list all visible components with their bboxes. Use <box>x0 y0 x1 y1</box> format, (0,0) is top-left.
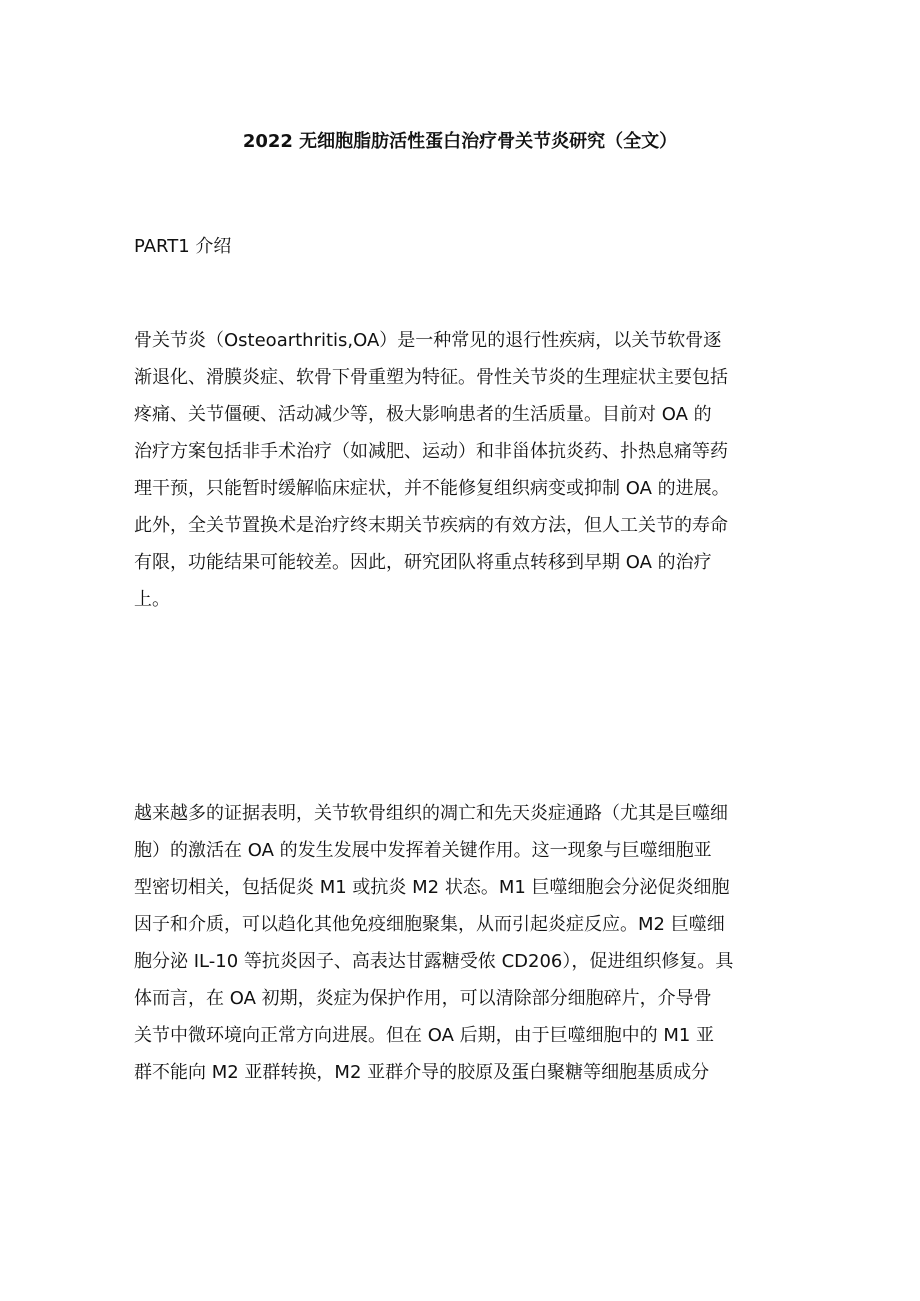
paragraph-line: 上。 <box>134 589 170 610</box>
paragraph-line: 胞）的激活在 OA 的发生发展中发挥着关键作用。这一现象与巨噬细胞亚 <box>134 840 712 861</box>
paragraph-line: 关节中微环境向正常方向进展。但在 OA 后期，由于巨噬细胞中的 M1 亚 <box>134 1025 715 1046</box>
paragraph-line: 体而言，在 OA 初期，炎症为保护作用，可以清除部分细胞碎片，介导骨 <box>134 988 712 1009</box>
paragraph-line: 疼痛、关节僵硬、活动减少等，极大影响患者的生活质量。目前对 OA 的 <box>134 404 712 425</box>
paragraph-line: 型密切相关，包括促炎 M1 或抗炎 M2 状态。M1 巨噬细胞会分泌促炎细胞 <box>134 877 730 898</box>
paragraph-line: 此外，全关节置换术是治疗终末期关节疾病的有效方法，但人工关节的寿命 <box>134 515 728 536</box>
section-heading-part1: PART1 介绍 <box>134 236 232 257</box>
paragraph-line: 胞分泌 IL-10 等抗炎因子、高表达甘露糖受侬 CD206），促进组织修复。具 <box>134 951 734 972</box>
paragraph-introduction-2 <box>134 795 794 1091</box>
paragraph-line: 渐退化、滑膜炎症、软骨下骨重塑为特征。骨性关节炎的生理症状主要包括 <box>134 367 728 388</box>
paragraph-line: 越来越多的证据表明，关节软骨组织的凋亡和先天炎症通路（尤其是巨噬细 <box>134 803 728 824</box>
paragraph-line: 理干预，只能暂时缓解临床症状，并不能修复组织病变或抑制 OA 的进展。 <box>134 478 730 499</box>
paragraph-line: 骨关节炎（Osteoarthritis,OA）是一种常见的退行性疾病，以关节软骨逐 <box>134 330 722 351</box>
paragraph-introduction-1 <box>134 322 794 618</box>
paragraph-line: 因子和介质，可以趋化其他免疫细胞聚集，从而引起炎症反应。M2 巨噬细 <box>134 914 725 935</box>
document-title: 2022 无细胞脂肪活性蛋白治疗骨关节炎研究（全文） <box>242 131 678 152</box>
paragraph-line: 治疗方案包括非手术治疗（如减肥、运动）和非甾体抗炎药、扑热息痛等药 <box>134 441 728 462</box>
paragraph-line: 有限，功能结果可能较差。因此，研究团队将重点转移到早期 OA 的治疗 <box>134 552 712 573</box>
paragraph-line: 群不能向 M2 亚群转换，M2 亚群介导的胶原及蛋白聚糖等细胞基质成分 <box>134 1062 710 1083</box>
